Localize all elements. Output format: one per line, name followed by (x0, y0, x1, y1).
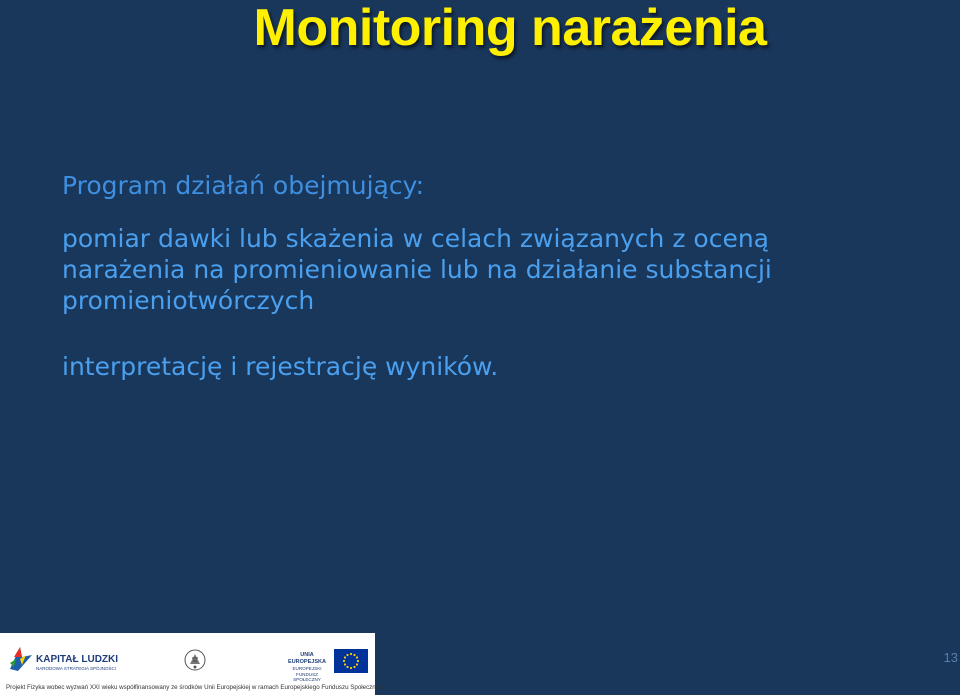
bullet-point-2 (62, 346, 498, 387)
eu-flag-icon (334, 649, 368, 673)
intro-text: Program działań obejmujący: (62, 171, 424, 200)
eu-sub-1: EUROPEJSKI (292, 666, 322, 671)
footer-logo-strip (0, 633, 387, 695)
bullet-point-1 (62, 218, 772, 321)
eu-title: UNIA EUROPEJSKA (288, 652, 326, 665)
bullet-2-line-1: interpretację i rejestrację wyników. (62, 352, 499, 381)
kapital-ludzki-logo-icon (6, 643, 34, 673)
page-number: 13 (943, 650, 958, 665)
kapital-ludzki-label: KAPITAŁ LUDZKI (36, 654, 119, 665)
bullet-1-line-1: pomiar dawki lub skażenia w celach związanych z oceną (62, 224, 769, 253)
bullet-1-line-2: narażenia na promieniowanie lub na działanie substancji (62, 255, 772, 284)
kapital-ludzki-sublabel: NARODOWA STRATEGIA SPÓJNOŚCI (36, 666, 117, 671)
eu-text-block (282, 652, 332, 683)
slide-title: Monitoring narażenia (253, 0, 767, 57)
eu-sub-2: FUNDUSZ SPOŁECZNY (293, 671, 321, 682)
footer-project-note: Projekt Fizyka wobec wyzwań XXI wieku współfinansowany ze środków Unii Europejskiej w ramach Europejskiego Funduszu Społecznego (6, 684, 387, 691)
bullet-1-line-3: promieniotwórczych (62, 286, 315, 315)
university-emblem-icon (183, 647, 207, 673)
